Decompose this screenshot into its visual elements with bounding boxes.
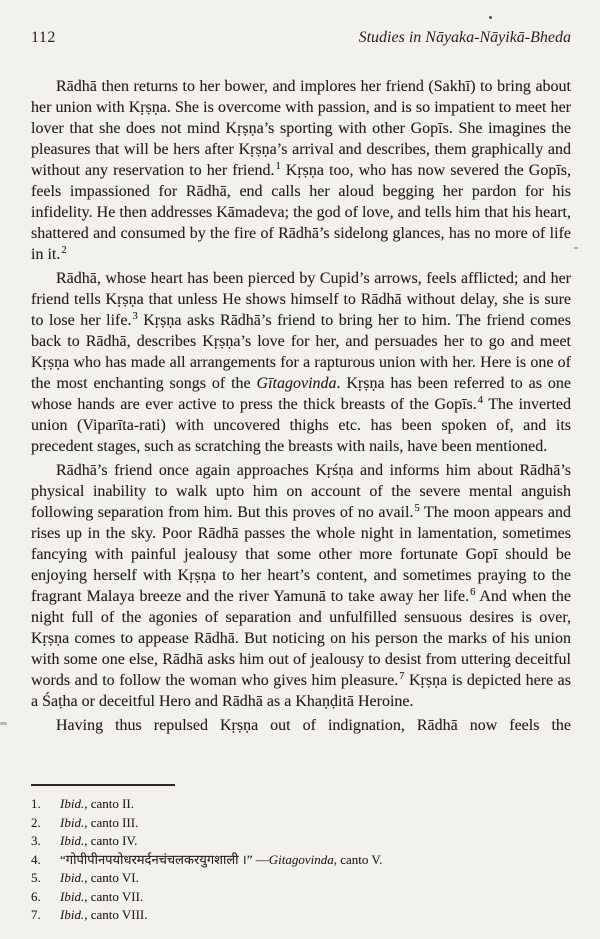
footnote-text: [60, 906, 571, 924]
footnote-number: 4.: [31, 851, 41, 867]
text-segment: , canto IV.: [84, 833, 138, 848]
paragraph: [31, 715, 571, 736]
paragraph: [31, 268, 571, 457]
footnote-ref: 3: [132, 310, 138, 322]
footnote-number: 7.: [31, 907, 41, 922]
body-text: [31, 76, 571, 736]
text-segment: , canto II.: [84, 796, 135, 811]
text-segment: , canto III.: [84, 814, 139, 830]
footnote-list: [31, 795, 571, 924]
footnote-ref: 1: [275, 160, 281, 172]
footnote-text: [60, 869, 571, 887]
italic-text: Ibid.: [60, 833, 85, 848]
italic-text: Ibid.: [60, 870, 85, 885]
text-segment: “गोपीपीनपयोधरमर्दनचंचलकरयुगशाली ।”: [60, 851, 256, 867]
footnote-text: [60, 814, 571, 832]
footnote-ref: 6: [470, 586, 476, 598]
footnote: [31, 869, 571, 887]
footnote-text: [60, 832, 571, 850]
footnote: [31, 832, 571, 850]
italic-text: Ibid.: [60, 888, 85, 904]
page-header: [31, 28, 571, 48]
running-title: Studies in Nāyaka-Nāyikā-Bheda: [358, 29, 571, 46]
italic-text: Ibid.: [60, 796, 85, 811]
italic-text: Ibid.: [60, 814, 85, 830]
footnote: [31, 851, 571, 869]
footnote-ref: 5: [414, 502, 420, 514]
footnote-section: [31, 784, 571, 925]
text-segment: Kṛṣṇa asks Rādhā’s friend to bring her to him. The friend comes back to Rādhā, describes Kṛṣṇa’s love for her, and persuades her to go and meet Kṛṣṇa who has made all arrangements for a rapturous union with her. Here is one of the most enchanting songs of the: [31, 312, 572, 392]
footnote-ref: 2: [61, 244, 67, 256]
scan-artifact: [574, 247, 578, 249]
footnote: [31, 814, 571, 832]
text-segment: Kṛṣṇa too, who has now severed the Gopīs, feels impassioned for Rādhā, end calls her aloud begging her pardon for his infidelity. He then addresses Kāmadeva; the god of love, and tells him that his heart, shattered and consumed by the fire of Rādhā’s sidelong glances, has no more of life in it.: [31, 162, 571, 263]
italic-text: Gitagovinda: [268, 851, 334, 867]
scan-artifact: [0, 722, 7, 725]
footnote: [31, 906, 571, 924]
text-segment: Having thus repulsed Kṛṣṇa out of indignation, Rādhā now feels the: [56, 717, 571, 734]
paragraph: [31, 460, 571, 712]
text-segment: , canto VII.: [84, 888, 144, 904]
footnote: [31, 888, 571, 906]
text-segment: , canto VI.: [84, 870, 139, 885]
text-segment: —: [255, 851, 269, 867]
text-segment: , canto VIII.: [84, 907, 148, 922]
footnote: [31, 795, 571, 813]
footnote-number: 2.: [31, 814, 41, 830]
footnote-number: 5.: [31, 870, 41, 885]
scan-artifact: [489, 16, 492, 19]
text-segment: And when the night full of the agonies of separation and unfulfilled sensuous desires is over, Kṛṣṇa comes to appease Rādhā. But noticing on his person the marks of his union with some one else, Rādhā asks him out of jealousy to desist from uttering deceitful words and to follow the woman who gives him pleasure.: [31, 588, 572, 689]
footnote-number: 1.: [31, 796, 41, 811]
page-number: 112: [31, 29, 56, 46]
footnote-divider: [31, 784, 175, 786]
text-segment: Kṛṣṇa is depicted here as a Śaṭha or deceitful Hero and Rādhā as a Khaṇḍitā Heroine.: [31, 672, 571, 710]
italic-text: Ibid.: [60, 907, 85, 922]
text-segment: . Kṛṣṇa has been referred to as one whose hands are ever active to press the thick breasts of the Gopīs.: [31, 375, 571, 413]
text-segment: The moon appears and rises up in the sky. Poor Rādhā passes the whole night in lamentation, sometimes fancying with painful jealousy that some other more fortunate Gopī should be enjoying herself with Kṛṣṇa to her heart’s content, and sometimes praying to the fragrant Malaya breeze and the river Yamunā to take away her life.: [31, 504, 571, 605]
footnote-text: [60, 888, 571, 906]
text-segment: Rādhā, whose heart has been pierced by Cupid’s arrows, feels afflicted; and her friend tells Kṛṣṇa that unless He shows himself to Rādhā without delay, she is sure to lose her life.: [31, 270, 571, 329]
text-segment: Rādhā then returns to her bower, and implores her friend (Sakhī) to bring about her union with Kṛṣṇa. She is overcome with passion, and is so impatient to meet her lover that she does not mind Kṛṣṇa’s sporting with other Gopīs. She imagines the pleasures that will be hers after Kṛṣṇa’s arrival and describes, them graphically and without any reservation to her friend.: [31, 78, 571, 179]
footnote-number: 3.: [31, 833, 41, 848]
text-segment: The inverted union (Viparīta-rati) with uncovered thighs etc. has been spoken of, and its precedent stages, such as scratching the breasts with nails, have been mentioned.: [31, 396, 571, 455]
footnote-text: [60, 795, 571, 813]
footnote-text: [60, 851, 571, 869]
footnote-ref: 4: [477, 394, 483, 406]
italic-text: Gītagovinda: [256, 375, 337, 392]
footnote-number: 6.: [31, 888, 41, 904]
text-segment: Rādhā’s friend once again approaches Kṛśṇa and informs him about Rādhā’s physical inability to walk upto him on account of the severe mental anguish following separation from him. But this proves of no avail.: [31, 462, 571, 521]
footnote-ref: 7: [399, 670, 405, 682]
paragraph: [31, 76, 571, 265]
text-segment: , canto V.: [333, 851, 383, 867]
